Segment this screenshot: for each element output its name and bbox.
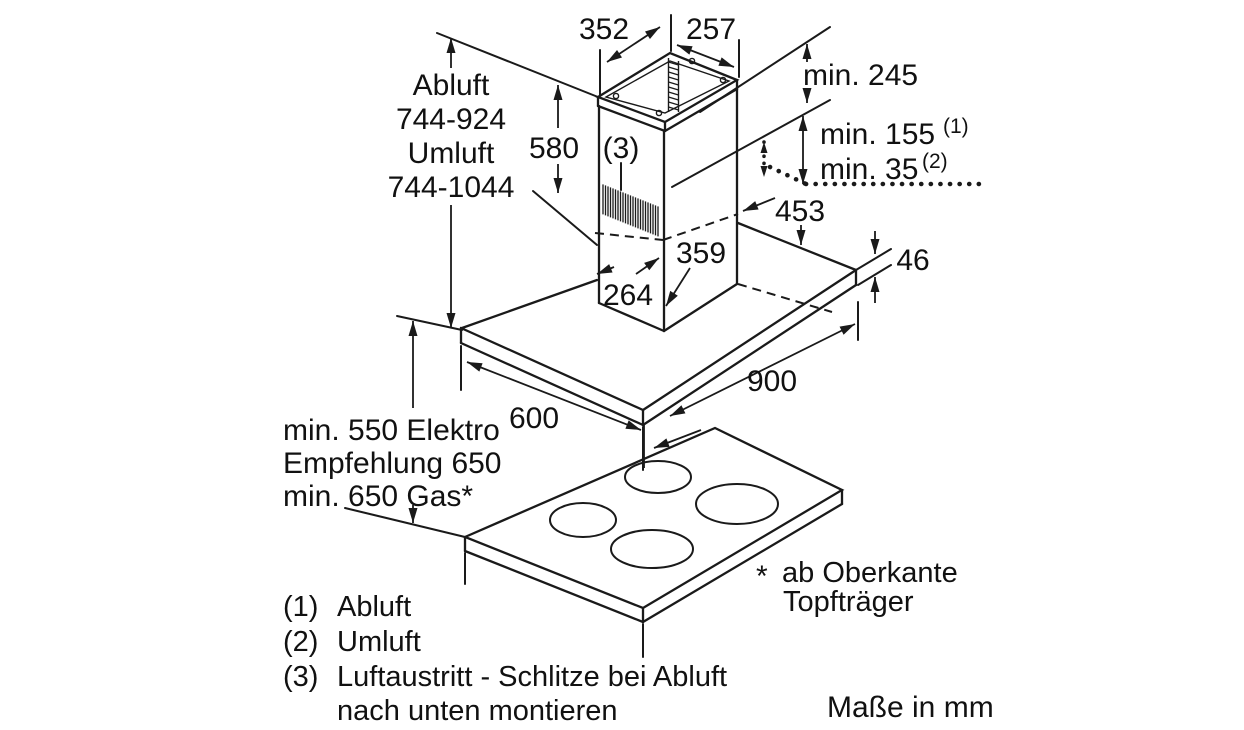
height-label-line3: Umluft [407, 137, 495, 170]
inner-duct-icon [669, 58, 679, 112]
dim-264-label: 264 [602, 279, 654, 312]
dim-min35-ref: (2) [922, 150, 948, 173]
air-outlet-slots [603, 184, 658, 236]
burner-front [611, 530, 693, 568]
footnote-1-num: (1) [283, 591, 319, 623]
dim-600-label: 600 [508, 402, 560, 435]
footnote-1-text: Abluft [337, 591, 412, 623]
dim-257-label: 257 [685, 13, 737, 46]
dim-453-label: 453 [774, 195, 826, 228]
asterisk-note-line2: Topfträger [783, 586, 914, 618]
asterisk-symbol: * [756, 560, 768, 593]
height-label-line4: 744-1044 [387, 171, 515, 204]
dim-580-label: 580 [528, 132, 580, 165]
dim-352-label: 352 [578, 13, 630, 46]
footnote-3-text2: nach unten montieren [337, 695, 618, 727]
burner-back [625, 461, 691, 493]
dim-46-label: 46 [896, 244, 930, 277]
footnote-2-num: (2) [283, 626, 319, 658]
dim-900-label: 900 [746, 365, 798, 398]
footnote-3-num: (3) [283, 661, 319, 693]
clearance-label-line3: min. 650 Gas* [283, 480, 474, 513]
dim-min155-ref: (1) [943, 115, 969, 138]
clearance-label-line1: min. 550 Elektro [283, 414, 500, 447]
units-note: Maße in mm [827, 691, 994, 724]
dim-359-label: 359 [675, 237, 727, 270]
slots-ref-label: (3) [602, 132, 640, 165]
dim-min245-label: min. 245 [803, 59, 919, 92]
footnote-3-text: Luftaustritt - Schlitze bei Abluft [337, 661, 728, 693]
dim-min155-label: min. 155 [820, 118, 936, 151]
asterisk-note-line1: ab Oberkante [782, 557, 958, 589]
burner-left [550, 503, 616, 537]
height-label-line2: 744-924 [395, 103, 507, 136]
burner-right [696, 484, 778, 524]
height-label-line1: Abluft [412, 69, 490, 102]
footnote-2-text: Umluft [337, 626, 421, 658]
dim-min35-label: min. 35 [820, 153, 919, 186]
clearance-label-line2: Empfehlung 650 [283, 447, 502, 480]
